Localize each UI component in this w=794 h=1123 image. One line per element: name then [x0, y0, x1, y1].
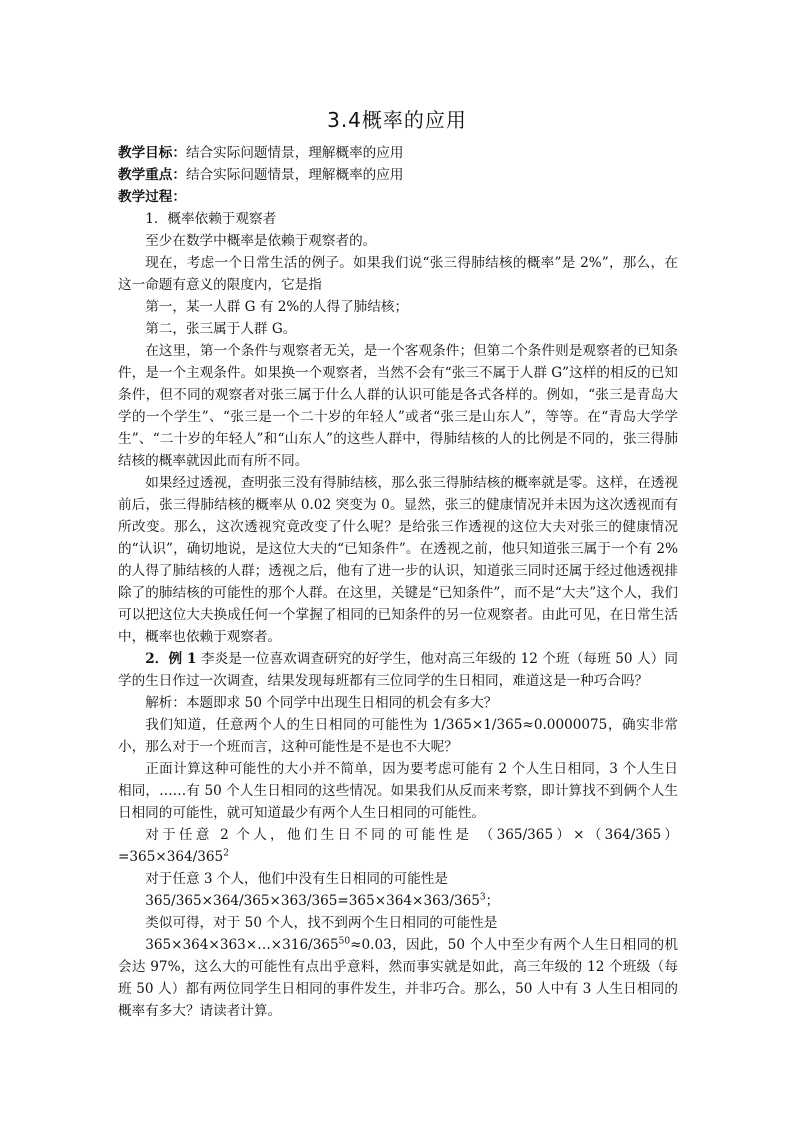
formula-two-people: 对于任意 2 个人，他们生日不同的可能性是 $(365/365)\times(364/365)=365\times 364/365^2$ — [118, 827, 678, 865]
formula-three-people: $365/365\times 364/365\times 363/365=365\times 364\times 363/365^3$； — [145, 892, 500, 909]
focus-label: 教学重点： — [118, 167, 186, 183]
section-2-paragraph: 我们知道，任意两个人的生日相同的可能性为 1/365×1/365≈0.0000075，确实非常小，那么对于一个班而言，这种可能性是不是也不大呢？ — [118, 717, 678, 755]
section-1-heading: 1．概率依赖于观察者 — [145, 211, 277, 227]
section-1-paragraph: 在这里，第一个条件与观察者无关，是一个客观条件；但第二个条件则是观察者的已知条件，是一个主观条件。如果换一个观察者，当然不会有“张三不属于人群 G”这样的相反的已知条件，但不同的观察者对张三属于什么人群的认识可能是各式各样的。例如，“张三是青岛大学的一个学生”、“张三是一个二十岁的年轻人”或者“张三是山东人”，等等。在“青岛大学学生”、“二十岁的年轻人”和“山东人”的这些人群中，得肺结核的人的比例是不同的，张三得肺结核的概率就因此而有所不同。 — [118, 343, 678, 469]
section-1-paragraph: 第二，张三属于人群 G。 — [145, 321, 297, 337]
focus-line — [118, 164, 678, 186]
process-label: 教学过程： — [118, 189, 186, 205]
example-text: 李炎是一位喜欢调查研究的好学生，他对高三年级的 12 个班（每班 50 人）同学的生日作过一次调查，结果发现每班都有三位同学的生日相同，难道这是一种巧合吗？ — [118, 651, 678, 689]
section-1-paragraph: 第一，某一人群 G 有 2%的人得了肺结核； — [145, 299, 409, 315]
section-2-paragraph: 类似可得，对于 50 个人，找不到两个生日相同的可能性是 — [145, 915, 498, 931]
section-2-paragraph: 正面计算这种可能性的大小并不简单，因为要考虑可能有 2 个人生日相同，3 个人生日相同，……有 50 个人生日相同的这些情况。如果我们从反而来考察，即计算找不到俩个人生日相同的可能性，就可知道最少有两个人生日相同的可能性。 — [118, 761, 678, 821]
document-body — [118, 142, 678, 1022]
section-1-paragraph: 现在，考虑一个日常生活的例子。如果我们说“张三得肺结核的概率”是 2%”，那么，在这一命题有意义的限度内，它是指 — [118, 255, 678, 293]
focus-text: 结合实际问题情景，理解概率的应用 — [185, 167, 404, 183]
goal-text: 结合实际问题情景，理解概率的应用 — [185, 145, 404, 161]
section-1-paragraph: 至少在数学中概率是依赖于观察者的。 — [145, 233, 377, 249]
example-1-paragraph — [118, 648, 678, 692]
section-2-paragraph: 解析：本题即求 50 个同学中出现生日相同的机会有多大？ — [145, 695, 498, 711]
section-1-paragraph: 如果经过透视，查明张三没有得肺结核，那么张三得肺结核的概率就是零。这样，在透视前后，张三得肺结核的概率从 0.02 突变为 0。显然，张三的健康情况并未因为这次透视而有所改变。那么，这次透视究竟改变了什么呢？是给张三作透视的这位大夫对张三的健康情况的“认识”，确切地说，是这位大夫的“已知条件”。在透视之前，他只知道张三属于一个有 2%的人得了肺结核的人群；透视之后，他有了进一步的认识，知道张三同时还属于经过他透视排除了的肺结核的可能性的那个人群。在这里，关键是“已知条件”，而不是“大夫”这个人，我们可以把这位大夫换成任何一个掌握了相同的已知条件的另一位观察者。由此可见，在日常生活中，概率也依赖于观察者。 — [118, 475, 678, 645]
example-label: 例 1 — [168, 651, 197, 667]
formula-fifty-people: $365\times 364\times 363\times\dots\times 316/365^{50}\approx 0.03$，因此，50 个人中至少有两个人生日相同的机会达 97%，这么大的可能性有点出乎意料，然而事实就是如此，高三年级的 12 个班级（每班 50 人）都有两位同学生日相同的事件发生，并非巧合。那么，50 人中有 3 人生日相同的概率有多大？请读者计算。 — [118, 936, 678, 1019]
goal-line — [118, 142, 678, 164]
section-2-paragraph: 对于任意 3 个人，他们中没有生日相同的可能性是 — [145, 871, 448, 887]
section-2-number: 2． — [145, 651, 169, 667]
goal-label: 教学目标： — [118, 145, 186, 161]
page-title: 3.4概率的应用 — [327, 108, 467, 132]
